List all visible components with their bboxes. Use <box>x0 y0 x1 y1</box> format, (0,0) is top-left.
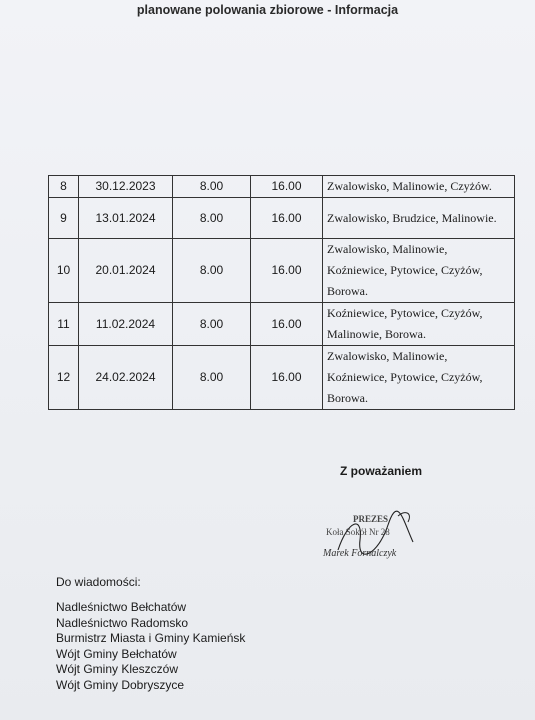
places-cell: Zwalowisko, Malinowie, Czyżów. <box>323 176 515 198</box>
table-row <box>49 198 515 239</box>
places-cell: Zwalowisko, Malinowie, Koźniewice, Pytowice, Czyżów, Borowa. <box>323 346 515 410</box>
signature-stamp <box>318 500 428 570</box>
closing-text: Z poważaniem <box>340 464 423 478</box>
hunt-schedule-table <box>48 175 515 410</box>
start-time-cell: 8.00 <box>173 346 251 410</box>
start-time-cell: 8.00 <box>173 198 251 239</box>
places-cell: Koźniewice, Pytowice, Czyżów, Malinowie, Borowa. <box>323 303 515 346</box>
places-cell: Zwalowisko, Malinowie, Koźniewice, Pytowice, Czyżów, Borowa. <box>323 239 515 303</box>
stamp-signature-name: Marek Fornalczyk <box>323 548 397 559</box>
table-row <box>49 176 515 198</box>
end-time-cell: 16.00 <box>251 176 323 198</box>
table-row <box>49 303 515 346</box>
recipient-item: Wójt Gminy Dobryszyce <box>56 677 185 692</box>
end-time-cell: 16.00 <box>251 303 323 346</box>
page-title: planowane polowania zbiorowe - Informacja <box>136 3 399 17</box>
row-number-cell: 12 <box>49 346 79 410</box>
start-time-cell: 8.00 <box>173 239 251 303</box>
recipient-item: Wójt Gminy Bełchatów <box>56 646 177 661</box>
recipient-item: Burmistrz Miasta i Gminy Kamieńsk <box>56 631 246 645</box>
table-row <box>49 346 515 410</box>
hunt-schedule-body <box>49 176 515 410</box>
recipient-item: Nadleśnictwo Bełchatów <box>56 600 187 614</box>
row-number-cell: 10 <box>49 239 79 303</box>
date-cell: 13.01.2024 <box>79 198 173 239</box>
date-cell: 30.12.2023 <box>79 176 173 198</box>
end-time-cell: 16.00 <box>251 346 323 410</box>
start-time-cell: 8.00 <box>173 176 251 198</box>
stamp-line-title: PREZES <box>353 514 389 524</box>
start-time-cell: 8.00 <box>173 303 251 346</box>
recipient-item: Nadleśnictwo Radomsko <box>56 615 189 630</box>
date-cell: 20.01.2024 <box>79 239 173 303</box>
recipients-list <box>56 600 245 693</box>
row-number-cell: 9 <box>49 198 79 239</box>
recipients-heading: Do wiadomości: <box>56 575 141 589</box>
table-row <box>49 239 515 303</box>
recipient-item: Wójt Gminy Kleszczów <box>56 662 179 676</box>
date-cell: 11.02.2024 <box>79 303 173 346</box>
row-number-cell: 8 <box>49 176 79 198</box>
date-cell: 24.02.2024 <box>79 346 173 410</box>
stamp-line-club: Koła Sokół Nr 28 <box>326 527 390 537</box>
end-time-cell: 16.00 <box>251 198 323 239</box>
row-number-cell: 11 <box>49 303 79 346</box>
places-cell: Zwalowisko, Brudzice, Malinowie. <box>323 198 515 239</box>
end-time-cell: 16.00 <box>251 239 323 303</box>
